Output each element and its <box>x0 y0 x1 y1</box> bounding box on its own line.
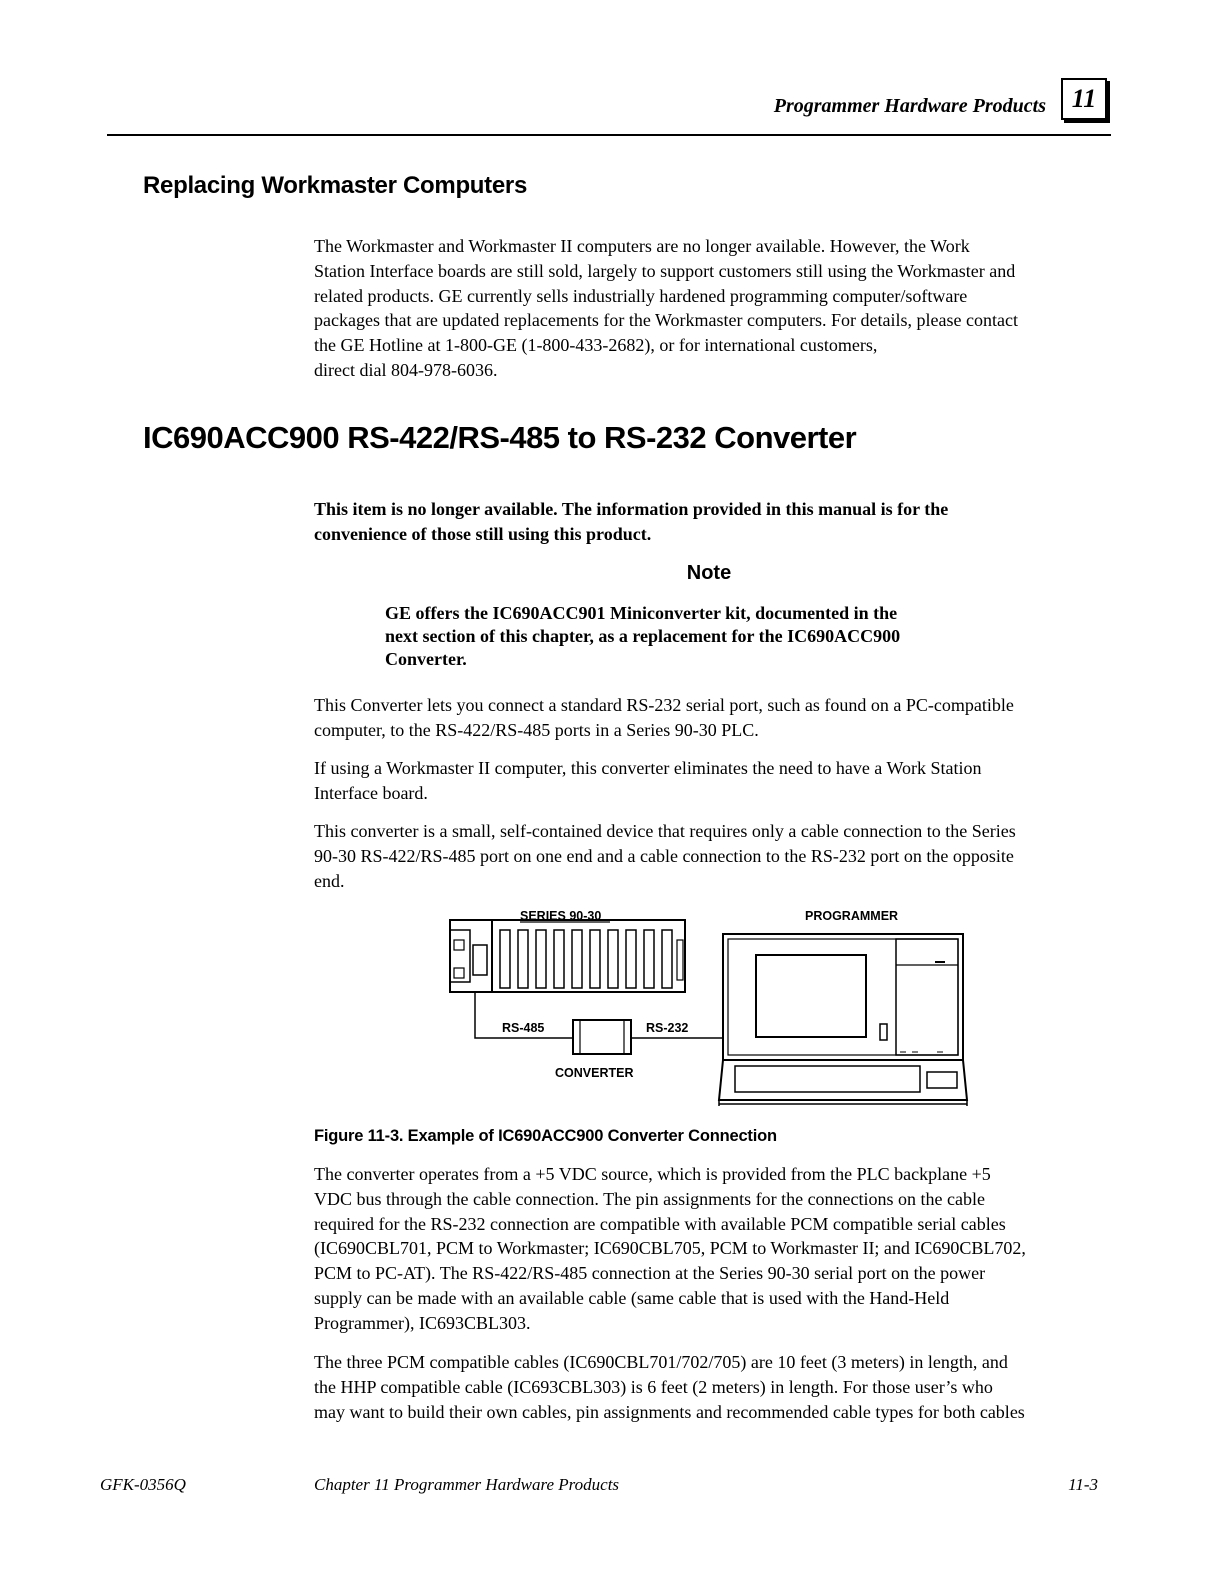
label-rs-485: RS-485 <box>502 1021 545 1035</box>
converter-box <box>573 1020 631 1054</box>
text-line: PCM to PC-AT). The RS-422/RS-485 connection at the Series 90-30 serial port on the power <box>314 1263 986 1284</box>
label-rs-232: RS-232 <box>646 1021 689 1035</box>
programmer-drawing <box>719 934 967 1106</box>
text-line: the GE Hotline at 1-800-GE (1-800-433-2682), or for international customers, <box>314 335 878 356</box>
text-line: required for the RS-232 connection are compatible with available PCM compatible serial cables <box>314 1213 1006 1234</box>
availability-notice <box>314 497 1104 547</box>
text-line: GE offers the IC690ACC901 Miniconverter kit, documented in the <box>385 603 898 623</box>
text-line: Converter. <box>385 649 467 669</box>
self-contained-paragraph <box>314 819 1104 893</box>
label-programmer: PROGRAMMER <box>805 909 899 923</box>
power-source-paragraph <box>314 1162 1104 1336</box>
text-line: If using a Workmaster II computer, this converter eliminates the need to have a Work Station <box>314 758 982 778</box>
chapter-number: 11 <box>1071 84 1097 113</box>
workmaster-ii-paragraph <box>314 756 1104 806</box>
text-line: (IC690CBL701, PCM to Workmaster; IC690CBL705, PCM to Workmaster II; and IC690CBL702, <box>314 1238 1026 1259</box>
converter-intro-paragraph <box>314 693 1104 743</box>
text-line: VDC bus through the cable connection. The pin assignments for the connections on the cable <box>314 1188 986 1209</box>
text-line: This item is no longer available. The information provided in this manual is for the <box>314 499 949 519</box>
section-heading-replacing-workmaster: Replacing Workmaster Computers <box>143 172 527 199</box>
plc-rack-drawing <box>450 920 685 992</box>
text-line: Interface board. <box>314 782 428 803</box>
text-line: Programmer), IC693CBL303. <box>314 1312 531 1333</box>
text-line: direct dial 804-978-6036. <box>314 359 498 380</box>
text-line: supply can be made with an available cable (same cable that is used with the Hand-Held <box>314 1287 950 1308</box>
text-line: the HHP compatible cable (IC693CBL303) is 6 feet (2 meters) in length. For those user’s who <box>314 1376 993 1397</box>
running-header-title: Programmer Hardware Products <box>773 95 1046 117</box>
text-line: convenience of those still using this product. <box>314 523 652 544</box>
text-line: Station Interface boards are still sold, largely to support customers still using the Workmaster and <box>314 260 1016 281</box>
text-line: The Workmaster and Workmaster II computers are no longer available. However, the Work <box>314 236 970 256</box>
note-heading: Note <box>686 562 732 584</box>
footer-doc-id: GFK-0356Q <box>100 1475 186 1494</box>
footer-page-number: 11-3 <box>1068 1475 1098 1494</box>
workmaster-paragraph <box>314 234 1104 383</box>
text-line: This converter is a small, self-contained device that requires only a cable connection to the Series <box>314 821 1016 841</box>
converter-connection-diagram <box>440 900 980 1115</box>
figure-caption: Figure 11-3. Example of IC690ACC900 Converter Connection <box>314 1127 777 1145</box>
text-line: The three PCM compatible cables (IC690CBL701/702/705) are 10 feet (3 meters) in length, and <box>314 1352 1008 1372</box>
label-series-90-30: SERIES 90-30 <box>520 909 602 923</box>
text-line: end. <box>314 870 345 891</box>
header-rule <box>107 134 1111 136</box>
cable-length-paragraph <box>314 1350 1104 1424</box>
text-line: packages that are updated replacements for the Workmaster computers. For details, please contact <box>314 310 1018 331</box>
text-line: related products. GE currently sells industrially hardened programming computer/software <box>314 285 968 306</box>
text-line: next section of this chapter, as a replacement for the IC690ACC900 <box>385 626 901 646</box>
note-body <box>385 602 985 671</box>
section-heading-converter: IC690ACC900 RS-422/RS-485 to RS-232 Converter <box>143 420 857 455</box>
footer-chapter: Chapter 11 Programmer Hardware Products <box>314 1475 620 1494</box>
text-line: This Converter lets you connect a standard RS-232 serial port, such as found on a PC-compatible <box>314 695 1014 715</box>
text-line: 90-30 RS-422/RS-485 port on one end and a cable connection to the RS-232 port on the opposite <box>314 845 1014 866</box>
text-line: The converter operates from a +5 VDC source, which is provided from the PLC backplane +5 <box>314 1164 991 1184</box>
text-line: computer, to the RS-422/RS-485 ports in a Series 90-30 PLC. <box>314 719 759 740</box>
chapter-number-box <box>1061 78 1107 120</box>
label-converter: CONVERTER <box>555 1066 634 1080</box>
text-line: may want to build their own cables, pin assignments and recommended cable types for both cables <box>314 1401 1025 1422</box>
